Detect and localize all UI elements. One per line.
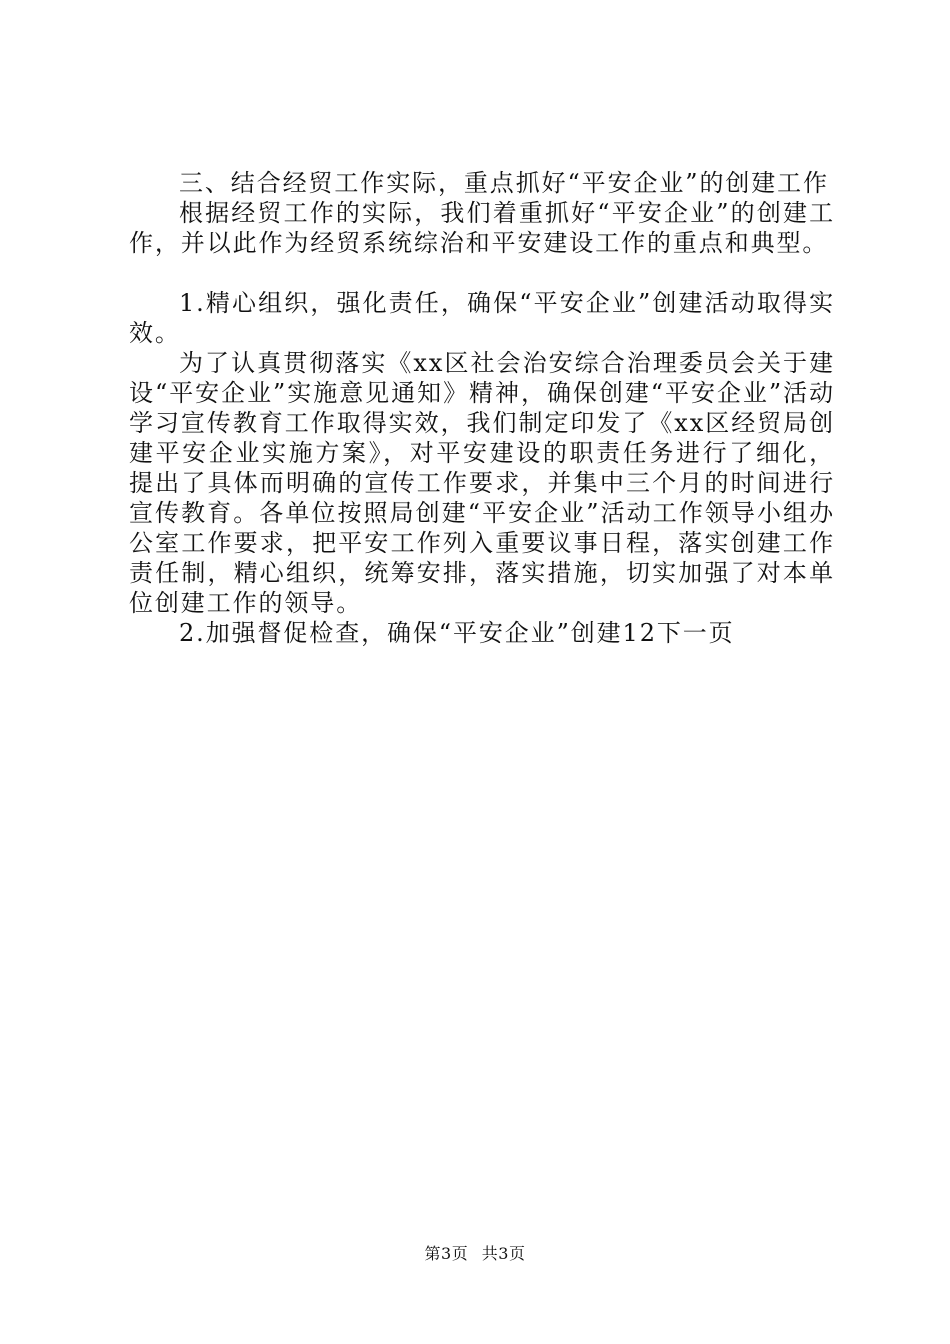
- intro-paragraph: 根据经贸工作的实际，我们着重抓好“平安企业”的创建工作，并以此作为经贸系统综治和平安建设工作的重点和典型。: [129, 199, 835, 257]
- subheading-1: 1.精心组织，强化责任，确保“平安企业”创建活动取得实效。: [129, 289, 835, 347]
- page-footer: [0, 1243, 950, 1265]
- paragraph-spacer: [129, 258, 835, 288]
- page-total: 共3页: [481, 1244, 526, 1263]
- page-number: 第3页: [424, 1244, 469, 1263]
- subheading-2: 2.加强督促检查，确保“平安企业”创建12下一页: [179, 619, 735, 647]
- body-paragraph: 为了认真贯彻落实《xx区社会治安综合治理委员会关于建设“平安企业”实施意见通知》精神，确保创建“平安企业”活动学习宣传教育工作取得实效，我们制定印发了《xx区经贸局创建平安企业实施方案》，对平安建设的职责任务进行了细化，提出了具体而明确的宣传工作要求，并集中三个月的时间进行宣传教育。各单位按照局创建“平安企业”活动工作领导小组办公室工作要求，把平安工作列入重要议事日程，落实创建工作责任制，精心组织，统筹安排，落实措施，切实加强了对本单位创建工作的领导。: [129, 349, 835, 617]
- document-body: [129, 168, 835, 648]
- section-heading: 三、结合经贸工作实际，重点抓好“平安企业”的创建工作: [179, 169, 829, 197]
